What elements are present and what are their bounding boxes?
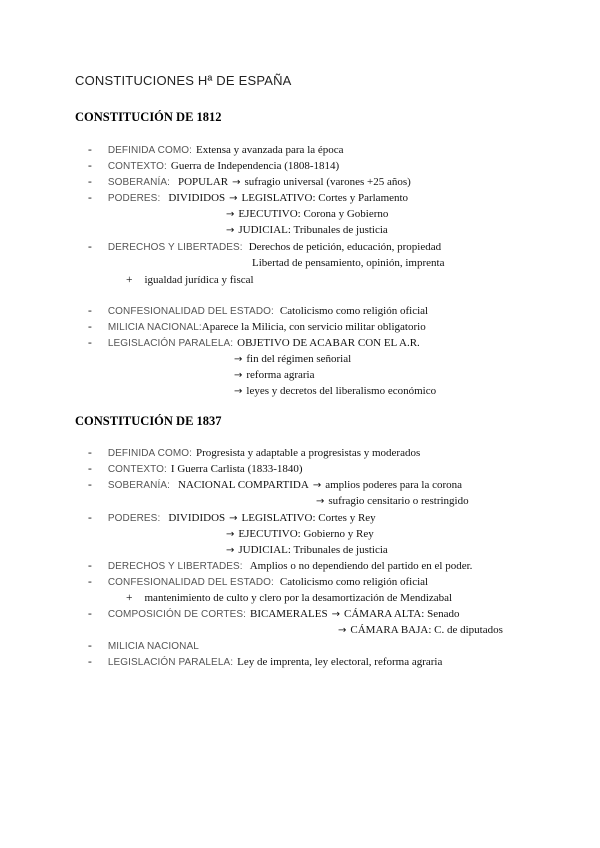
label-definida: DEFINIDA COMO: bbox=[107, 145, 193, 156]
key-poderes: DIVIDIDOS bbox=[168, 192, 226, 204]
label-derechos: DERECHOS Y LIBERTADES: bbox=[107, 561, 243, 572]
value-legislacion: Ley de imprenta, ley electoral, reforma agraria bbox=[237, 656, 443, 668]
value-contexto: Guerra de Independencia (1808-1814) bbox=[170, 160, 340, 172]
key-cortes: BICAMERALES bbox=[250, 608, 328, 620]
value-legislativo: : Cortes y Rey bbox=[312, 512, 376, 524]
list-subitem-judicial bbox=[226, 542, 388, 558]
list-item-contexto bbox=[88, 158, 339, 174]
key-ejecutivo: EJECUTIVO bbox=[238, 528, 298, 540]
label-soberania: SOBERANÍA: bbox=[107, 177, 170, 188]
arrow-right-icon: → bbox=[234, 354, 243, 365]
value-derechos: Amplios o no dependiendo del partido en el poder. bbox=[249, 560, 473, 572]
arrow-right-icon: → bbox=[226, 225, 235, 236]
label-legislacion: LEGISLACIÓN PARALELA: bbox=[107, 657, 234, 668]
arrow-right-icon: → bbox=[234, 386, 243, 397]
key-legislativo: LEGISLATIVO bbox=[241, 192, 313, 204]
bullet-dash: - bbox=[88, 192, 92, 204]
bullet-plus: + bbox=[126, 274, 133, 286]
list-subitem-liberalismo bbox=[234, 383, 436, 399]
arrow-right-icon: → bbox=[229, 513, 238, 524]
list-subitem-sufragio bbox=[316, 493, 469, 509]
value-confesionalidad: Catolicismo como religión oficial bbox=[279, 305, 429, 317]
key-legislacion: OBJETIVO DE ACABAR CON EL A.R. bbox=[237, 337, 420, 349]
value-confesionalidad: Catolicismo como religión oficial bbox=[279, 576, 429, 588]
bullet-dash: - bbox=[88, 160, 92, 172]
list-item-derechos bbox=[88, 558, 472, 574]
list-subitem-judicial bbox=[226, 222, 388, 238]
bullet-dash: - bbox=[88, 576, 92, 588]
section-heading-1812: CONSTITUCIÓN DE 1812 bbox=[75, 110, 222, 124]
bullet-dash: - bbox=[88, 463, 92, 475]
value-agraria: reforma agraria bbox=[246, 369, 315, 381]
list-item-poderes bbox=[88, 510, 376, 526]
bullet-dash: - bbox=[88, 447, 92, 459]
list-item-definida bbox=[88, 445, 420, 461]
label-milicia: MILICIA NACIONAL: bbox=[107, 322, 202, 333]
value-derechos-2: Libertad de pensamiento, opinión, imprenta bbox=[252, 257, 445, 269]
bullet-dash: - bbox=[88, 479, 92, 491]
value-baja: : C. de diputados bbox=[428, 624, 503, 636]
arrow-right-icon: → bbox=[226, 209, 235, 220]
label-confesionalidad: CONFESIONALIDAD DEL ESTADO: bbox=[107, 577, 274, 588]
label-poderes: PODERES: bbox=[107, 193, 161, 204]
value-culto: mantenimiento de culto y clero por la desamortización de Mendizabal bbox=[144, 592, 453, 604]
bullet-dash: - bbox=[88, 176, 92, 188]
value-milicia: Aparece la Milicia, con servicio militar obligatorio bbox=[201, 321, 426, 333]
bullet-dash: - bbox=[88, 608, 92, 620]
list-subitem-derechos-2 bbox=[252, 255, 444, 270]
list-subitem-baja bbox=[338, 622, 503, 638]
list-item-contexto bbox=[88, 461, 303, 477]
section-heading-1837: CONSTITUCIÓN DE 1837 bbox=[75, 414, 222, 428]
list-item-definida bbox=[88, 142, 344, 158]
label-milicia: MILICIA NACIONAL bbox=[107, 641, 199, 652]
label-cortes: COMPOSICIÓN DE CORTES: bbox=[107, 609, 246, 620]
key-ejecutivo: EJECUTIVO bbox=[238, 208, 298, 220]
label-derechos: DERECHOS Y LIBERTADES: bbox=[107, 242, 243, 253]
value-senorial: fin del régimen señorial bbox=[246, 353, 352, 365]
list-item-legislacion bbox=[88, 335, 420, 351]
value-ejecutivo: : Gobierno y Rey bbox=[297, 528, 374, 540]
list-item-soberania bbox=[88, 477, 462, 493]
key-judicial: JUDICIAL bbox=[238, 224, 288, 236]
arrow-right-icon: → bbox=[234, 370, 243, 381]
list-subitem-ejecutivo bbox=[226, 206, 388, 222]
value-igualdad: igualdad jurídica y fiscal bbox=[144, 274, 254, 286]
arrow-right-icon: → bbox=[316, 496, 325, 507]
list-item-cortes bbox=[88, 606, 459, 622]
arrow-right-icon: → bbox=[232, 177, 241, 188]
list-item-milicia bbox=[88, 638, 199, 654]
list-item-poderes bbox=[88, 190, 408, 206]
list-subitem-igualdad bbox=[126, 272, 254, 287]
value-sufragio: sufragio censitario o restringido bbox=[328, 495, 469, 507]
arrow-right-icon: → bbox=[312, 480, 322, 491]
key-soberania: POPULAR bbox=[177, 176, 229, 188]
list-item-soberania bbox=[88, 174, 411, 190]
label-poderes: PODERES: bbox=[107, 513, 161, 524]
key-soberania: NACIONAL COMPARTIDA bbox=[177, 479, 309, 491]
bullet-plus: + bbox=[126, 592, 133, 604]
value-soberania: sufragio universal (varones +25 años) bbox=[244, 176, 411, 188]
value-alta: : Senado bbox=[421, 608, 460, 620]
bullet-dash: - bbox=[88, 640, 92, 652]
label-confesionalidad: CONFESIONALIDAD DEL ESTADO: bbox=[107, 306, 274, 317]
value-legislativo: : Cortes y Parlamento bbox=[312, 192, 409, 204]
bullet-dash: - bbox=[88, 321, 92, 333]
list-subitem-ejecutivo bbox=[226, 526, 374, 542]
list-item-confesionalidad bbox=[88, 303, 428, 319]
list-subitem-culto bbox=[126, 590, 452, 605]
arrow-right-icon: → bbox=[226, 545, 235, 556]
value-liberalismo: leyes y decretos del liberalismo económico bbox=[246, 385, 437, 397]
value-soberania: amplios poderes para la corona bbox=[325, 479, 463, 491]
value-judicial: : Tribunales de justicia bbox=[287, 224, 388, 236]
key-judicial: JUDICIAL bbox=[238, 544, 288, 556]
key-poderes: DIVIDIDOS bbox=[168, 512, 226, 524]
value-definida: Progresista y adaptable a progresistas y moderados bbox=[196, 447, 421, 459]
label-soberania: SOBERANÍA: bbox=[107, 480, 170, 491]
bullet-dash: - bbox=[88, 656, 92, 668]
list-subitem-agraria bbox=[234, 367, 314, 383]
value-definida: Extensa y avanzada para la época bbox=[196, 144, 344, 156]
value-contexto: I Guerra Carlista (1833-1840) bbox=[170, 463, 303, 475]
bullet-dash: - bbox=[88, 560, 92, 572]
key-baja: CÁMARA BAJA bbox=[350, 624, 429, 636]
list-item-legislacion bbox=[88, 654, 442, 670]
bullet-dash: - bbox=[88, 512, 92, 524]
bullet-dash: - bbox=[88, 144, 92, 156]
bullet-dash: - bbox=[88, 337, 92, 349]
key-legislativo: LEGISLATIVO bbox=[241, 512, 313, 524]
value-ejecutivo: : Corona y Gobierno bbox=[297, 208, 389, 220]
arrow-right-icon: → bbox=[229, 193, 238, 204]
list-item-milicia bbox=[88, 319, 426, 335]
bullet-dash: - bbox=[88, 305, 92, 317]
list-item-derechos bbox=[88, 239, 441, 255]
value-derechos-1: Derechos de petición, educación, propiedad bbox=[248, 241, 442, 253]
page-title: CONSTITUCIONES Hª DE ESPAÑA bbox=[75, 73, 292, 88]
list-item-confesionalidad bbox=[88, 574, 428, 590]
list-subitem-senorial bbox=[234, 351, 351, 367]
value-judicial: : Tribunales de justicia bbox=[287, 544, 388, 556]
label-contexto: CONTEXTO: bbox=[107, 161, 167, 172]
key-alta: CÁMARA ALTA bbox=[344, 608, 422, 620]
label-legislacion: LEGISLACIÓN PARALELA: bbox=[107, 338, 234, 349]
arrow-right-icon: → bbox=[226, 529, 235, 540]
arrow-right-icon: → bbox=[338, 625, 347, 636]
label-definida: DEFINIDA COMO: bbox=[107, 448, 193, 459]
bullet-dash: - bbox=[88, 241, 92, 253]
arrow-right-icon: → bbox=[331, 609, 341, 620]
label-contexto: CONTEXTO: bbox=[107, 464, 167, 475]
